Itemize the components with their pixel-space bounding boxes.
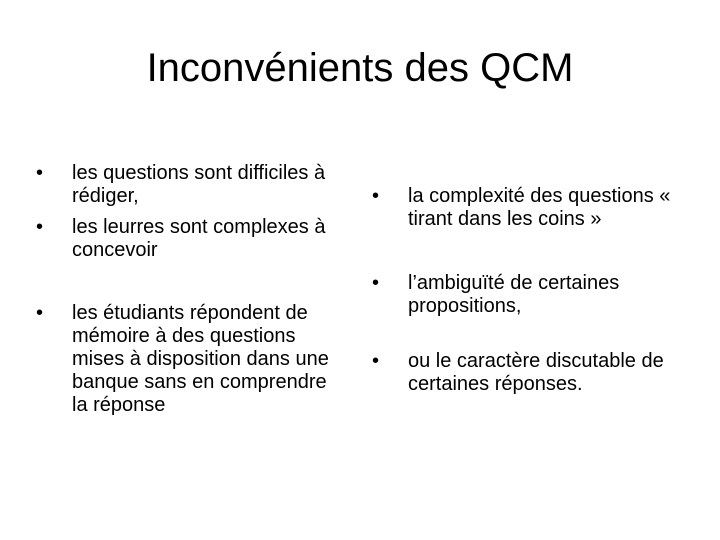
bullet-item bbox=[36, 162, 336, 208]
bullet-item bbox=[36, 216, 336, 262]
bullet-text: les questions sont difficiles à rédiger, bbox=[72, 162, 326, 207]
bullet-text: la complexité des questions « tirant dans les coins » bbox=[408, 185, 671, 230]
bullet-text: ou le caractère discutable de certaines réponses. bbox=[408, 350, 664, 395]
bullet-icon: • bbox=[36, 302, 44, 324]
bullet-item bbox=[372, 185, 692, 231]
bullet-icon: • bbox=[372, 272, 380, 294]
bullet-item bbox=[36, 302, 336, 417]
bullet-item bbox=[372, 350, 692, 396]
bullet-icon: • bbox=[36, 162, 44, 184]
bullet-text: l’ambiguïté de certaines propositions, bbox=[408, 272, 620, 317]
right-column bbox=[372, 185, 692, 396]
bullet-icon: • bbox=[372, 185, 380, 207]
slide-title: Inconvénients des QCM bbox=[146, 46, 574, 90]
bullet-icon: • bbox=[372, 350, 380, 372]
bullet-text: les étudiants répondent de mémoire à des questions mises à disposition dans une banque sans en comprendre la réponse bbox=[72, 302, 329, 416]
bullet-text: les leurres sont complexes à concevoir bbox=[72, 216, 326, 261]
left-column bbox=[36, 162, 336, 417]
bullet-item bbox=[372, 272, 692, 318]
bullet-icon: • bbox=[36, 216, 44, 238]
